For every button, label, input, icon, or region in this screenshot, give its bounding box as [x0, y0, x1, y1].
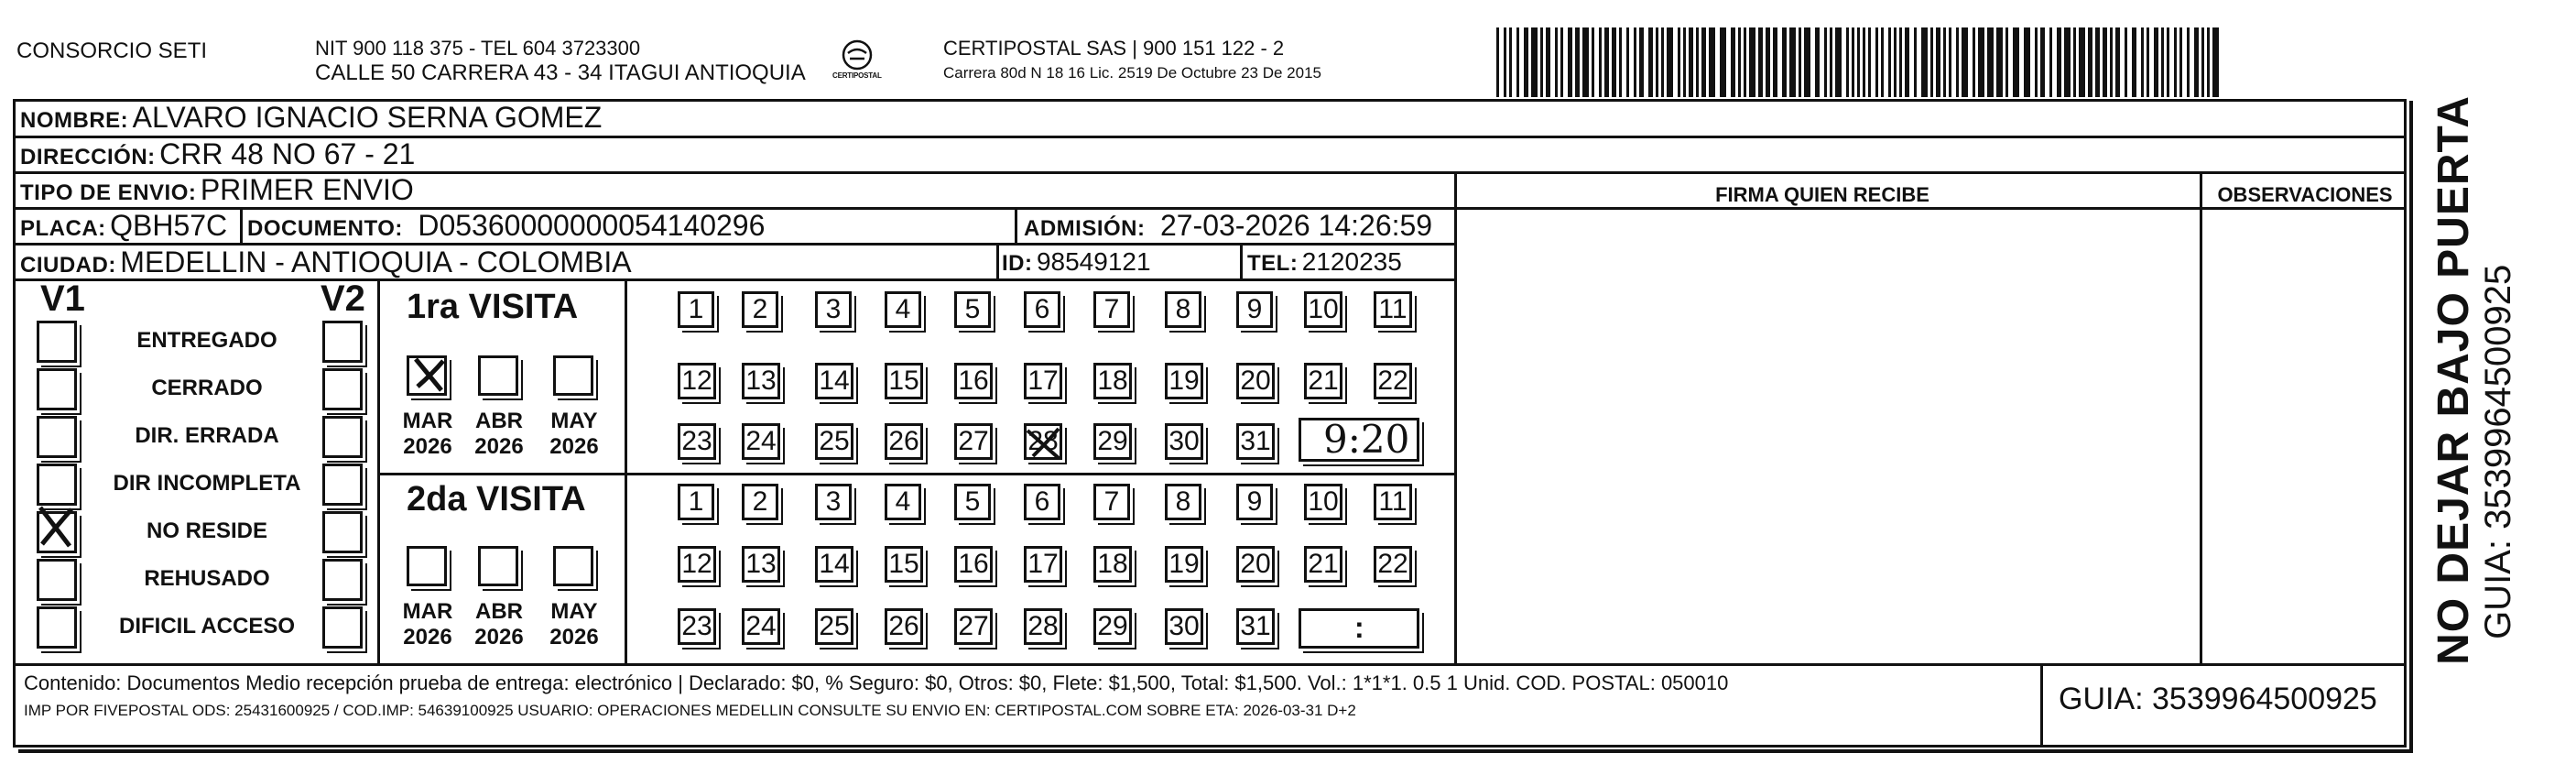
barcode-bar	[1949, 27, 1951, 97]
barcode-bar	[1815, 27, 1820, 97]
barcode-bar	[2079, 27, 2085, 97]
barcode-bar	[1744, 27, 1746, 97]
day-box[interactable]: 3	[815, 484, 852, 520]
month-label	[396, 409, 460, 460]
barcode-bar	[1835, 27, 1842, 97]
day-box[interactable]: 3	[815, 291, 852, 328]
reason-label: DIFICIL ACCESO	[118, 614, 295, 638]
day-box[interactable]: 14	[815, 546, 853, 583]
barcode-bar	[1773, 27, 1777, 97]
barcode-bar	[2064, 27, 2071, 97]
barcode-bar	[1789, 27, 1796, 97]
day-box[interactable]: 28	[1024, 608, 1062, 645]
day-box[interactable]: 25	[815, 608, 853, 645]
month-label	[467, 599, 531, 650]
barcode-bar	[2174, 27, 2177, 97]
direccion-label: DIRECCIÓN:	[20, 145, 156, 169]
day-box[interactable]: 16	[954, 363, 993, 399]
tipo-field	[20, 173, 414, 207]
barcode-bar	[1560, 27, 1563, 97]
barcode-bar	[1888, 27, 1891, 97]
day-box[interactable]: 8	[1165, 484, 1201, 520]
barcode-bar	[1648, 27, 1653, 97]
reason-label: ENTREGADO	[136, 328, 277, 353]
month-checkbox-may[interactable]	[553, 546, 593, 586]
observaciones-header: OBSERVACIONES	[2217, 183, 2393, 206]
month-name: MAY	[550, 409, 598, 433]
admision-value: 27-03-2026 14:26:59	[1159, 209, 1433, 242]
day-box[interactable]: 25	[815, 423, 853, 460]
reason-label: CERRADO	[151, 376, 263, 400]
day-box[interactable]: 8	[1165, 291, 1201, 328]
ciudad-value: MEDELLIN - ANTIOQUIA - COLOMBIA	[120, 246, 632, 278]
id-label: ID:	[1002, 251, 1033, 276]
second-visit-time: :	[1354, 611, 1364, 644]
day-box[interactable]: 4	[885, 484, 921, 520]
day-box[interactable]: 26	[885, 423, 923, 460]
barcode-bar	[2132, 27, 2136, 97]
barcode-bar	[2110, 27, 2113, 97]
month-checkbox-mar[interactable]	[407, 546, 447, 586]
month-name: MAR	[402, 409, 453, 433]
barcode-bar	[2115, 27, 2120, 97]
barcode-bar	[1604, 27, 1609, 97]
barcode-bar	[1667, 27, 1673, 97]
barcode-bar	[1899, 27, 1902, 97]
footer-imp: IMP POR FIVEPOSTAL ODS: 25431600925 / COD.IMP: 54639100925 USUARIO: OPERACIONES MEDELLIN CONSULTE SU ENVIO EN: CERTIPOSTAL.COM SOBRE ETA: 2026-03-31 D+2	[24, 702, 1356, 719]
barcode-bar	[1504, 27, 1506, 97]
month-year: 2026	[549, 434, 599, 459]
barcode-bar	[1731, 27, 1735, 97]
barcode-bar	[2095, 27, 2100, 97]
admision-label: ADMISIÓN:	[1024, 216, 1146, 241]
month-name: ABR	[475, 409, 523, 433]
license-line: Carrera 80d N 18 16 Lic. 2519 De Octubre 23 De 2015	[943, 64, 1321, 82]
barcode-bar	[1575, 27, 1580, 97]
barcode-bar	[2013, 27, 2019, 97]
documento-field	[247, 209, 765, 243]
side-warning: NO DEJAR BAJO PUERTA	[2429, 95, 2478, 665]
reason-label: NO RESIDE	[146, 518, 268, 543]
barcode-bar	[2049, 27, 2052, 97]
barcode-bar	[1701, 27, 1706, 97]
v2-label: V2	[321, 278, 365, 319]
barcode-bar	[1905, 27, 1909, 97]
obs-divider	[2200, 171, 2202, 663]
divider	[1240, 243, 1243, 279]
day-box[interactable]: 15	[885, 363, 923, 399]
company-name: CONSORCIO SETI	[16, 38, 208, 63]
reason-label: DIR INCOMPLETA	[113, 471, 301, 496]
barcode-bar	[1689, 27, 1693, 97]
day-box[interactable]: 30	[1165, 608, 1203, 645]
reason-label: DIR. ERRADA	[135, 423, 279, 448]
day-box[interactable]: 22	[1374, 546, 1412, 583]
barcode-bar	[1656, 27, 1658, 97]
tipo-label: TIPO DE ENVIO:	[20, 180, 197, 205]
month-name: MAR	[402, 599, 453, 624]
day-box[interactable]: 18	[1093, 546, 1132, 583]
documento-value: D05360000000054140296	[418, 209, 766, 242]
placa-value: QBH57C	[110, 209, 228, 242]
day-box[interactable]: 28	[1024, 423, 1062, 460]
nit-line: NIT 900 118 375 - TEL 604 3723300	[315, 37, 641, 60]
firma-header: FIRMA QUIEN RECIBE	[1715, 183, 1929, 206]
barcode-bar	[1696, 27, 1699, 97]
direccion-field	[20, 137, 415, 171]
divider	[625, 278, 627, 663]
barcode-bar	[1546, 27, 1550, 97]
barcode-bar	[1531, 27, 1538, 97]
barcode-bar	[1943, 27, 1946, 97]
barcode-bar	[1599, 27, 1602, 97]
address-line: CALLE 50 CARRERA 43 - 34 ITAGUI ANTIOQUIA	[315, 60, 806, 85]
barcode-bar	[1626, 27, 1629, 97]
day-box[interactable]: 27	[954, 608, 993, 645]
month-label	[467, 409, 531, 460]
second-visit-time-box[interactable]	[1299, 608, 1419, 649]
divider	[2040, 663, 2043, 748]
first-visit-title: 1ra VISITA	[407, 288, 579, 326]
day-box[interactable]: 23	[678, 608, 716, 645]
barcode-bar	[1799, 27, 1801, 97]
day-box[interactable]: 7	[1093, 291, 1130, 328]
day-box[interactable]: 17	[1024, 363, 1062, 399]
day-box[interactable]: 19	[1165, 363, 1203, 399]
side-guia: GUIA: 3539964500925	[2478, 264, 2518, 639]
barcode-bar	[1782, 27, 1787, 97]
day-box[interactable]: 16	[954, 546, 993, 583]
month-year: 2026	[474, 434, 524, 459]
reason-label: REHUSADO	[144, 566, 270, 591]
day-box[interactable]: 14	[815, 363, 853, 399]
month-year: 2026	[403, 625, 452, 649]
day-box[interactable]: 11	[1374, 484, 1412, 520]
day-box[interactable]: 5	[954, 291, 991, 328]
month-label	[542, 599, 606, 650]
barcode-bar	[1592, 27, 1594, 97]
side-text	[2430, 95, 2518, 665]
footer-content: Contenido: Documentos Medio recepción prueba de entrega: electrónico | Declarado: $0, % Seguro: $0, Otros: $0, Flete: $1,500, Total: $1,500. Vol.: 1*1*1. 0.5 1 Unid. COD. POSTAL: 050010	[24, 671, 1729, 694]
month-checkbox-abr[interactable]	[478, 546, 518, 586]
day-box[interactable]: 20	[1236, 363, 1275, 399]
barcode-bar	[1619, 27, 1622, 97]
placa-label: PLACA:	[20, 216, 106, 241]
day-box[interactable]: 2	[742, 484, 778, 520]
barcode-bar	[1996, 27, 2003, 97]
barcode-bar	[1962, 27, 1968, 97]
day-box[interactable]: 13	[742, 363, 780, 399]
divider	[996, 243, 999, 279]
ciudad-label: CIUDAD:	[20, 253, 116, 278]
barcode-bar	[1936, 27, 1940, 97]
barcode-bar	[1766, 27, 1770, 97]
nombre-field	[20, 101, 602, 135]
day-box[interactable]: 2	[742, 291, 778, 328]
documento-label: DOCUMENTO:	[247, 216, 403, 241]
day-box[interactable]: 4	[885, 291, 921, 328]
side-panel	[2419, 95, 2529, 665]
barcode-bar	[1824, 27, 1827, 97]
barcode-bar	[1914, 27, 1917, 97]
no-reside-check-mark	[31, 500, 82, 551]
divider	[377, 278, 380, 663]
day-box[interactable]: 29	[1093, 608, 1132, 645]
certipostal-logo	[832, 38, 882, 80]
barcode-bar	[1749, 27, 1755, 97]
frame-shadow-bottom	[18, 749, 2412, 753]
month-year: 2026	[549, 625, 599, 649]
barcode-bar	[1509, 27, 1512, 97]
day-box[interactable]: 24	[742, 423, 780, 460]
tipo-value: PRIMER ENVIO	[200, 173, 414, 206]
barcode	[1496, 27, 2227, 97]
day-box[interactable]: 1	[678, 484, 714, 520]
barcode-bar	[1540, 27, 1543, 97]
day-box[interactable]: 24	[742, 608, 780, 645]
barcode-bar	[1921, 27, 1928, 97]
v1-label: V1	[40, 278, 85, 319]
barcode-bar	[1612, 27, 1616, 97]
barcode-bar	[1894, 27, 1897, 97]
id-value: 98549121	[1036, 247, 1151, 276]
barcode-bar	[1956, 27, 1959, 97]
day-box[interactable]: 31	[1236, 608, 1275, 645]
barcode-bar	[2024, 27, 2030, 97]
month-label	[542, 409, 606, 460]
day-box[interactable]: 10	[1304, 291, 1342, 328]
id-field	[1002, 247, 1151, 277]
day-box[interactable]: 21	[1304, 546, 1342, 583]
barcode-bar	[1978, 27, 1984, 97]
nombre-value: ALVARO IGNACIO SERNA GOMEZ	[132, 101, 603, 134]
day-box[interactable]: 29	[1093, 423, 1132, 460]
divider	[377, 473, 1454, 475]
mar-check-mark	[408, 354, 451, 396]
day-box[interactable]: 15	[885, 546, 923, 583]
barcode-bar	[1930, 27, 1933, 97]
day-box[interactable]: 5	[954, 484, 991, 520]
barcode-bar	[1709, 27, 1715, 97]
barcode-bar	[1852, 27, 1854, 97]
day-box[interactable]: 12	[678, 363, 716, 399]
day-box[interactable]: 27	[954, 423, 993, 460]
barcode-bar	[1875, 27, 1878, 97]
barcode-bar	[2040, 27, 2045, 97]
barcode-bar	[1973, 27, 1975, 97]
day-box[interactable]: 22	[1374, 363, 1412, 399]
barcode-bar	[1758, 27, 1763, 97]
barcode-bar	[2103, 27, 2107, 97]
barcode-bar	[1863, 27, 1865, 97]
day-box[interactable]: 11	[1374, 291, 1412, 328]
divider	[13, 278, 1456, 281]
admision-field	[1024, 209, 1432, 243]
day-box[interactable]: 9	[1236, 484, 1273, 520]
day-box[interactable]: 6	[1024, 291, 1060, 328]
placa-field	[20, 209, 227, 243]
barcode-bar	[2161, 27, 2164, 97]
day-box[interactable]: 30	[1165, 423, 1203, 460]
second-visit-title: 2da VISITA	[407, 480, 586, 518]
barcode-bar	[1661, 27, 1664, 97]
frame-shadow	[2409, 101, 2413, 753]
month-checkbox-may[interactable]	[553, 355, 593, 396]
barcode-bar	[1846, 27, 1849, 97]
day-28-mark	[1022, 421, 1066, 465]
month-name: ABR	[475, 599, 523, 624]
certipostal-line: CERTIPOSTAL SAS | 900 151 122 - 2	[943, 37, 1285, 60]
logo-text: CERTIPOSTAL	[832, 71, 882, 80]
barcode-bar	[1987, 27, 1994, 97]
ciudad-field	[20, 246, 632, 279]
day-box[interactable]: 7	[1093, 484, 1130, 520]
barcode-bar	[2005, 27, 2008, 97]
day-box[interactable]: 1	[678, 291, 714, 328]
barcode-bar	[1634, 27, 1636, 97]
day-box[interactable]: 6	[1024, 484, 1060, 520]
divider	[13, 663, 2407, 666]
month-year: 2026	[474, 625, 524, 649]
footer-guia: GUIA: 3539964500925	[2059, 682, 2377, 716]
barcode-bar	[1524, 27, 1528, 97]
barcode-bar	[1830, 27, 1832, 97]
barcode-bar	[2207, 27, 2210, 97]
first-visit-time-box[interactable]	[1299, 418, 1419, 462]
first-visit-time: 9:20	[1323, 417, 1410, 462]
barcode-bar	[1881, 27, 1884, 97]
barcode-bar	[1516, 27, 1519, 97]
divider	[240, 207, 243, 244]
day-box[interactable]: 10	[1304, 484, 1342, 520]
day-box[interactable]: 19	[1165, 546, 1203, 583]
barcode-bar	[1683, 27, 1686, 97]
tel-label: TEL:	[1247, 251, 1299, 276]
barcode-bar	[2194, 27, 2199, 97]
divider	[1015, 207, 1017, 244]
month-label	[396, 599, 460, 650]
barcode-bar	[1720, 27, 1726, 97]
barcode-bar	[1568, 27, 1572, 97]
barcode-bar	[2187, 27, 2190, 97]
barcode-bar	[1555, 27, 1558, 97]
day-box[interactable]: 9	[1236, 291, 1273, 328]
day-box[interactable]: 17	[1024, 546, 1062, 583]
barcode-bar	[1804, 27, 1810, 97]
barcode-bar	[1857, 27, 1860, 97]
barcode-bar	[1639, 27, 1644, 97]
barcode-bar	[1496, 27, 1499, 97]
day-box[interactable]: 23	[678, 423, 716, 460]
barcode-bar	[2201, 27, 2204, 97]
day-box[interactable]: 21	[1304, 363, 1342, 399]
month-checkbox-abr[interactable]	[478, 355, 518, 396]
barcode-bar	[1582, 27, 1589, 97]
barcode-bar	[1678, 27, 1680, 97]
barcode-bar	[2035, 27, 2038, 97]
day-box[interactable]: 26	[885, 608, 923, 645]
day-box[interactable]: 13	[742, 546, 780, 583]
day-box[interactable]: 31	[1236, 423, 1275, 460]
month-name: MAY	[550, 599, 598, 624]
tel-field	[1247, 247, 1402, 277]
barcode-bar	[2167, 27, 2169, 97]
barcode-bar	[1738, 27, 1741, 97]
tel-value: 2120235	[1301, 247, 1402, 276]
barcode-bar	[2179, 27, 2182, 97]
day-box[interactable]: 20	[1236, 546, 1275, 583]
barcode-bar	[2088, 27, 2092, 97]
day-box[interactable]: 18	[1093, 363, 1132, 399]
barcode-bar	[2154, 27, 2158, 97]
barcode-bar	[2125, 27, 2127, 97]
barcode-bar	[1868, 27, 1871, 97]
direccion-value: CRR 48 NO 67 - 21	[159, 137, 416, 170]
day-box[interactable]: 12	[678, 546, 716, 583]
month-year: 2026	[403, 434, 452, 459]
nombre-label: NOMBRE:	[20, 108, 129, 133]
barcode-bar	[2147, 27, 2149, 97]
barcode-bar	[2212, 27, 2219, 97]
barcode-bar	[2073, 27, 2076, 97]
barcode-bar	[2057, 27, 2061, 97]
barcode-bar	[2141, 27, 2144, 97]
